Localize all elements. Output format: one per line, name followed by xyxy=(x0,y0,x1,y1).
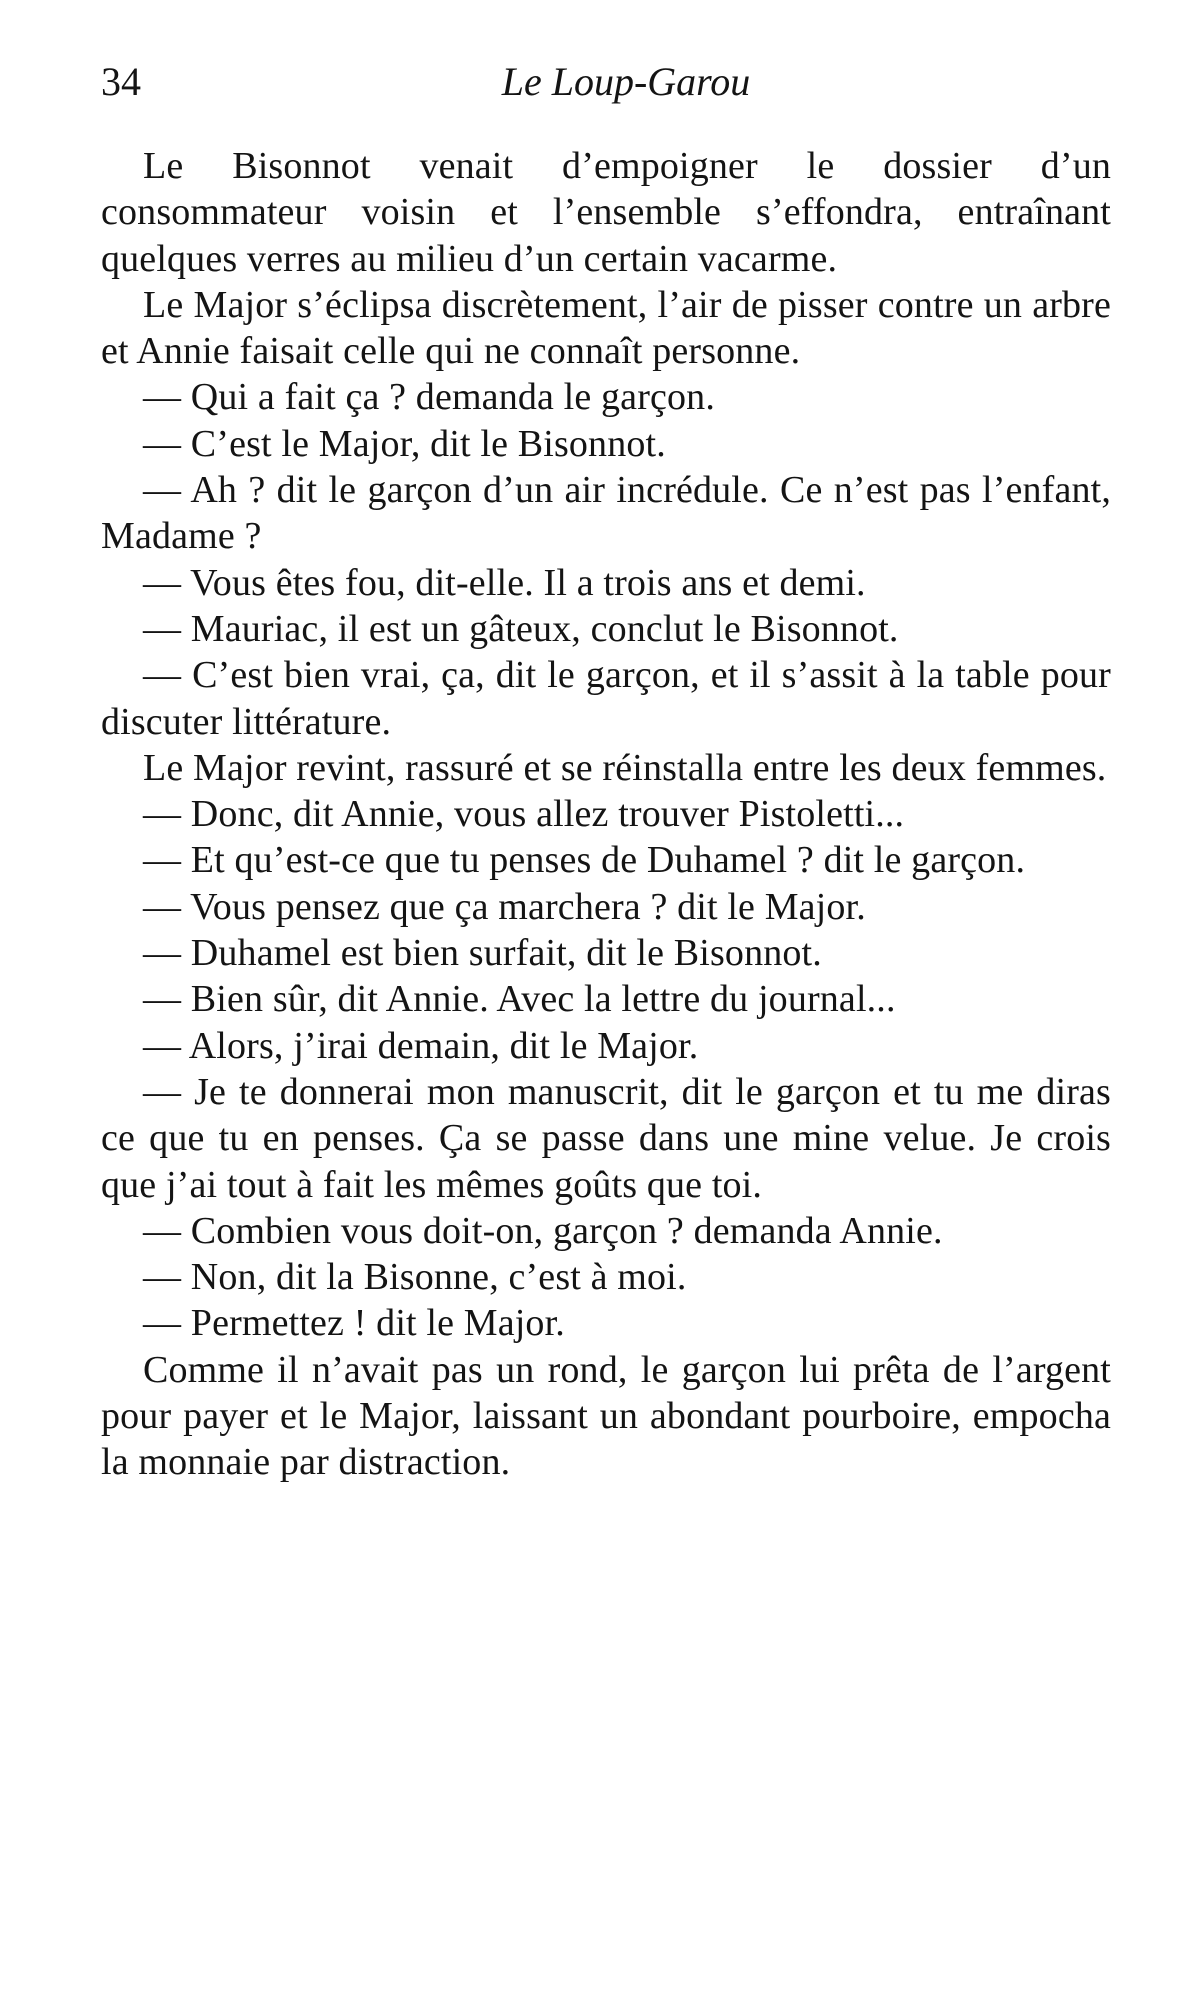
dialogue-line: — Vous êtes fou, dit-elle. Il a trois ans et demi. xyxy=(143,561,866,604)
dialogue-line: — Non, dit la Bisonne, c’est à moi. xyxy=(143,1256,687,1299)
dialogue-line: — Bien sûr, dit Annie. Avec la lettre du journal... xyxy=(143,978,896,1021)
paragraph: Le Major s’éclipsa discrètement, l’air de pisser contre un arbre et Annie faisait celle qui ne connaît personne. xyxy=(101,283,1111,373)
dialogue-line: — Ah ? dit le garçon d’un air incrédule. Ce n’est pas l’enfant, Madame ? xyxy=(101,469,1111,558)
text-body xyxy=(101,143,1111,1486)
page-number: 34 xyxy=(101,59,141,104)
dialogue-line: — Mauriac, il est un gâteux, conclut le Bisonnot. xyxy=(143,607,899,650)
paragraph: Le Major revint, rassuré et se réinstalla entre les deux femmes. xyxy=(143,746,1107,789)
running-head xyxy=(101,52,1111,112)
dialogue-line: — Et qu’est-ce que tu penses de Duhamel ? dit le garçon. xyxy=(143,839,1026,882)
dialogue-line: — C’est le Major, dit le Bisonnot. xyxy=(143,422,666,465)
dialogue-line: — Alors, j’irai demain, dit le Major. xyxy=(143,1024,699,1067)
paragraph: Comme il n’avait pas un rond, le garçon lui prêta de l’argent pour payer et le Major, laissant un abondant pourboire, empocha la monnaie par distraction. xyxy=(101,1348,1111,1484)
dialogue-line: — Combien vous doit-on, garçon ? demanda Annie. xyxy=(143,1209,943,1252)
running-title: Le Loup-Garou xyxy=(501,59,751,104)
dialogue-line: — C’est bien vrai, ça, dit le garçon, et il s’assit à la table pour discuter littérature. xyxy=(101,654,1111,743)
dialogue-line: — Vous pensez que ça marchera ? dit le Major. xyxy=(143,885,866,928)
dialogue-line: — Je te donnerai mon manuscrit, dit le garçon et tu me diras ce que tu en penses. Ça se passe dans une mine velue. Je crois que j’ai tout à fait les mêmes goûts que toi. xyxy=(101,1070,1111,1206)
dialogue-line: — Donc, dit Annie, vous allez trouver Pistoletti... xyxy=(143,793,905,836)
dialogue-line: — Qui a fait ça ? demanda le garçon. xyxy=(143,376,715,419)
dialogue-line: — Permettez ! dit le Major. xyxy=(143,1302,565,1345)
paragraph: Le Bisonnot venait d’empoigner le dossier d’un consommateur voisin et l’ensemble s’effondra, entraînant quelques verres au milieu d’un certain vacarme. xyxy=(101,145,1111,280)
dialogue-line: — Duhamel est bien surfait, dit le Bisonnot. xyxy=(143,932,822,975)
